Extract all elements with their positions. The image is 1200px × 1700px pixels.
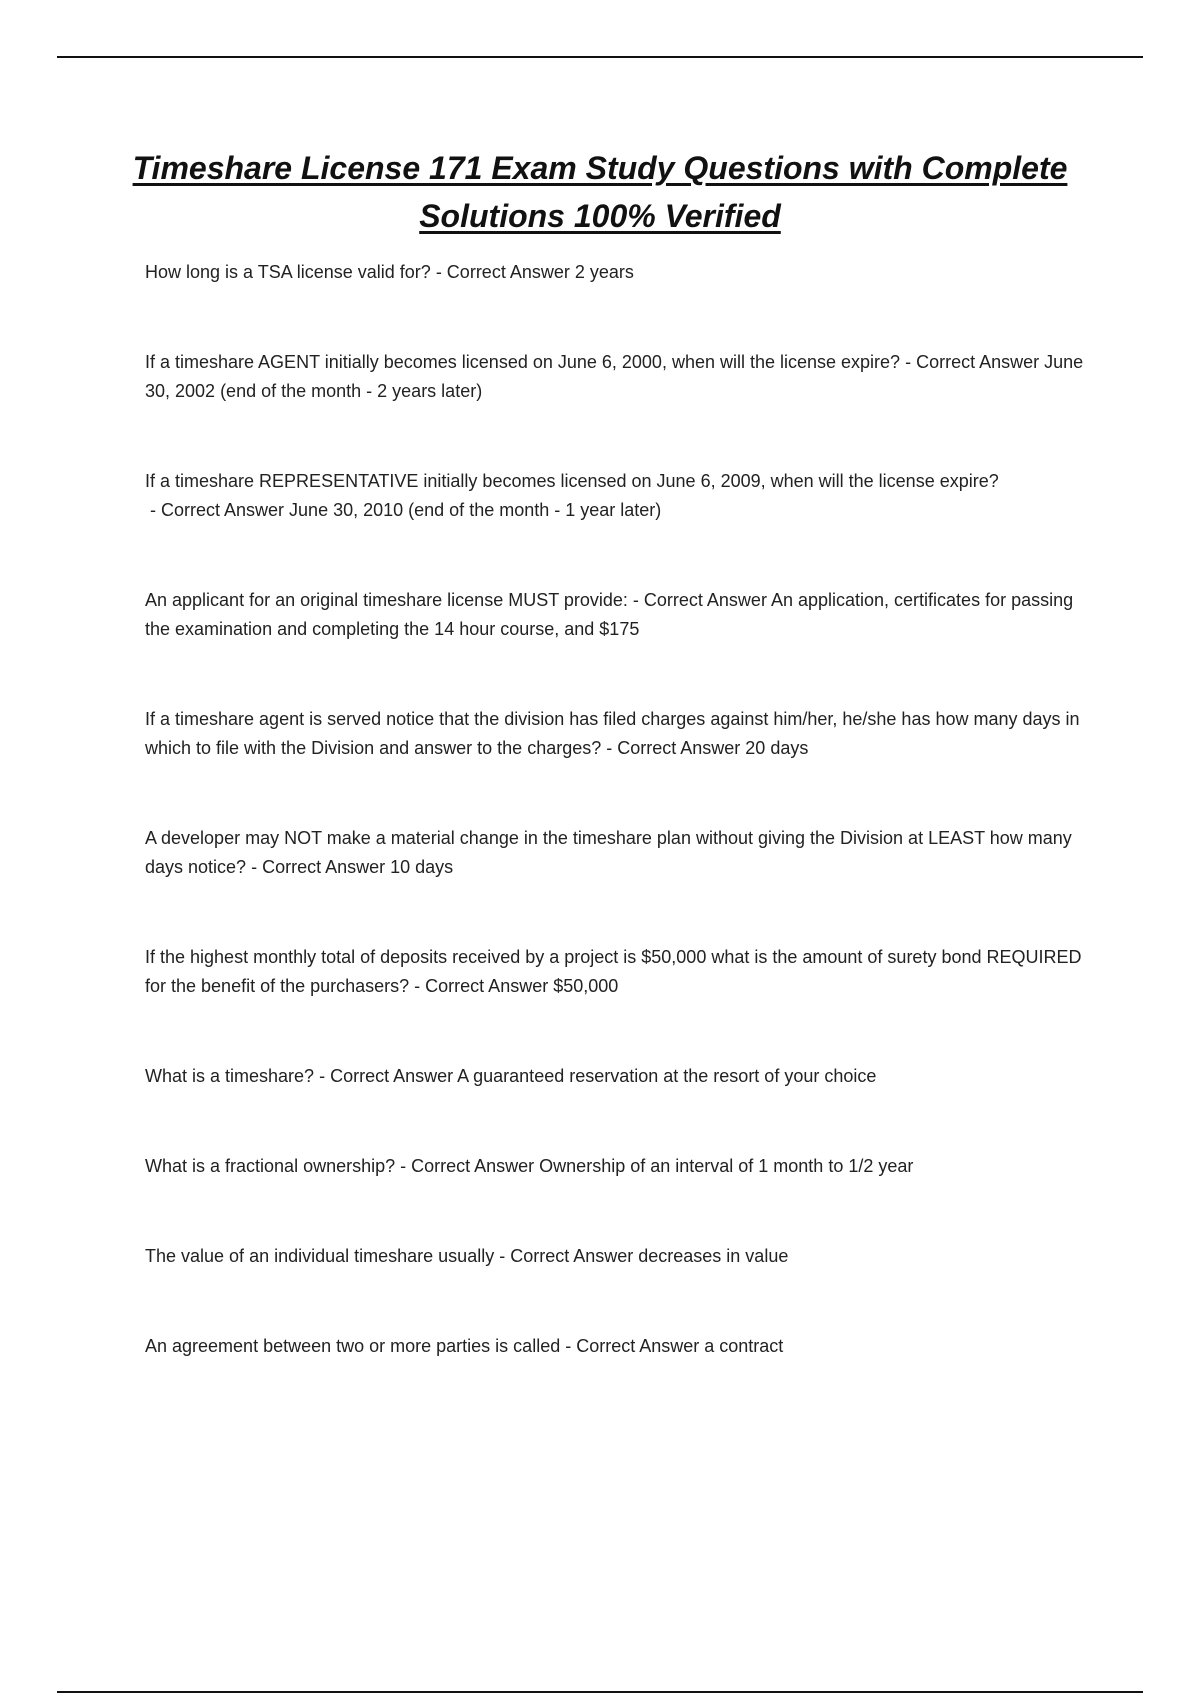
qa-item <box>145 467 1090 525</box>
answer-text: An application, certificates for passing the examination and completing the 14 hour course, and $175 <box>145 590 1074 639</box>
answer-label: - Correct Answer <box>494 1246 639 1266</box>
answer-label: - Correct Answer <box>560 1336 705 1356</box>
answer-label: - Correct Answer <box>145 500 290 520</box>
qa-item <box>145 1332 1090 1361</box>
answer-label: - Correct Answer <box>246 857 391 877</box>
answer-text: June 30, 2002 (end of the month - 2 years later) <box>145 352 1084 401</box>
question-text: An applicant for an original timeshare license MUST provide: <box>145 590 628 610</box>
question-text: If the highest monthly total of deposits received by a project is $50,000 what is the amount of surety bond REQUIRED for the benefit of the purchasers? <box>145 947 1082 996</box>
qa-item <box>145 1152 1090 1181</box>
qa-item <box>145 258 1090 287</box>
question-text: If a timeshare AGENT initially becomes licensed on June 6, 2000, when will the license expire? <box>145 352 901 372</box>
answer-text: 10 days <box>390 857 454 877</box>
answer-text: a contract <box>704 1336 784 1356</box>
question-text: What is a timeshare? <box>145 1066 315 1086</box>
qa-item <box>145 586 1090 644</box>
answer-label: - Correct Answer <box>627 590 771 610</box>
answer-label: - Correct Answer <box>430 262 575 282</box>
document-title: Timeshare License 171 Exam Study Questions with Complete Solutions 100% Verified <box>132 150 1068 234</box>
question-list <box>145 258 1090 1422</box>
question-text: If a timeshare REPRESENTATIVE initially becomes licensed on June 6, 2009, when will the license expire? <box>145 471 999 491</box>
answer-label: - Correct Answer <box>900 352 1045 372</box>
question-text: What is a fractional ownership? <box>145 1156 396 1176</box>
question-text: A developer may NOT make a material change in the timeshare plan without giving the Division at LEAST how many days notice? <box>145 828 1072 877</box>
answer-text: decreases in value <box>638 1246 789 1266</box>
top-divider <box>57 56 1143 58</box>
answer-text: A guaranteed reservation at the resort of your choice <box>457 1066 877 1086</box>
bottom-divider <box>57 1691 1143 1693</box>
qa-item <box>145 824 1090 882</box>
qa-item <box>145 1062 1090 1091</box>
answer-text: June 30, 2010 (end of the month - 1 year later) <box>289 500 662 520</box>
qa-item <box>145 943 1090 1001</box>
answer-label: - Correct Answer <box>314 1066 458 1086</box>
answer-text: 20 days <box>745 738 809 758</box>
answer-text: 2 years <box>574 262 634 282</box>
answer-text: Ownership of an interval of 1 month to 1/2 year <box>539 1156 914 1176</box>
question-text: An agreement between two or more parties is called <box>145 1336 561 1356</box>
qa-item <box>145 705 1090 763</box>
answer-label: - Correct Answer <box>395 1156 540 1176</box>
question-text: How long is a TSA license valid for? <box>145 262 431 282</box>
answer-label: - Correct Answer <box>601 738 746 758</box>
qa-item <box>145 348 1090 406</box>
qa-item <box>145 1242 1090 1271</box>
question-text: The value of an individual timeshare usually <box>145 1246 495 1266</box>
answer-text: $50,000 <box>553 976 619 996</box>
question-text: If a timeshare agent is served notice that the division has filed charges against him/her, he/she has how many days in which to file with the Division and answer to the charges? <box>145 709 1080 758</box>
answer-label: - Correct Answer <box>409 976 554 996</box>
